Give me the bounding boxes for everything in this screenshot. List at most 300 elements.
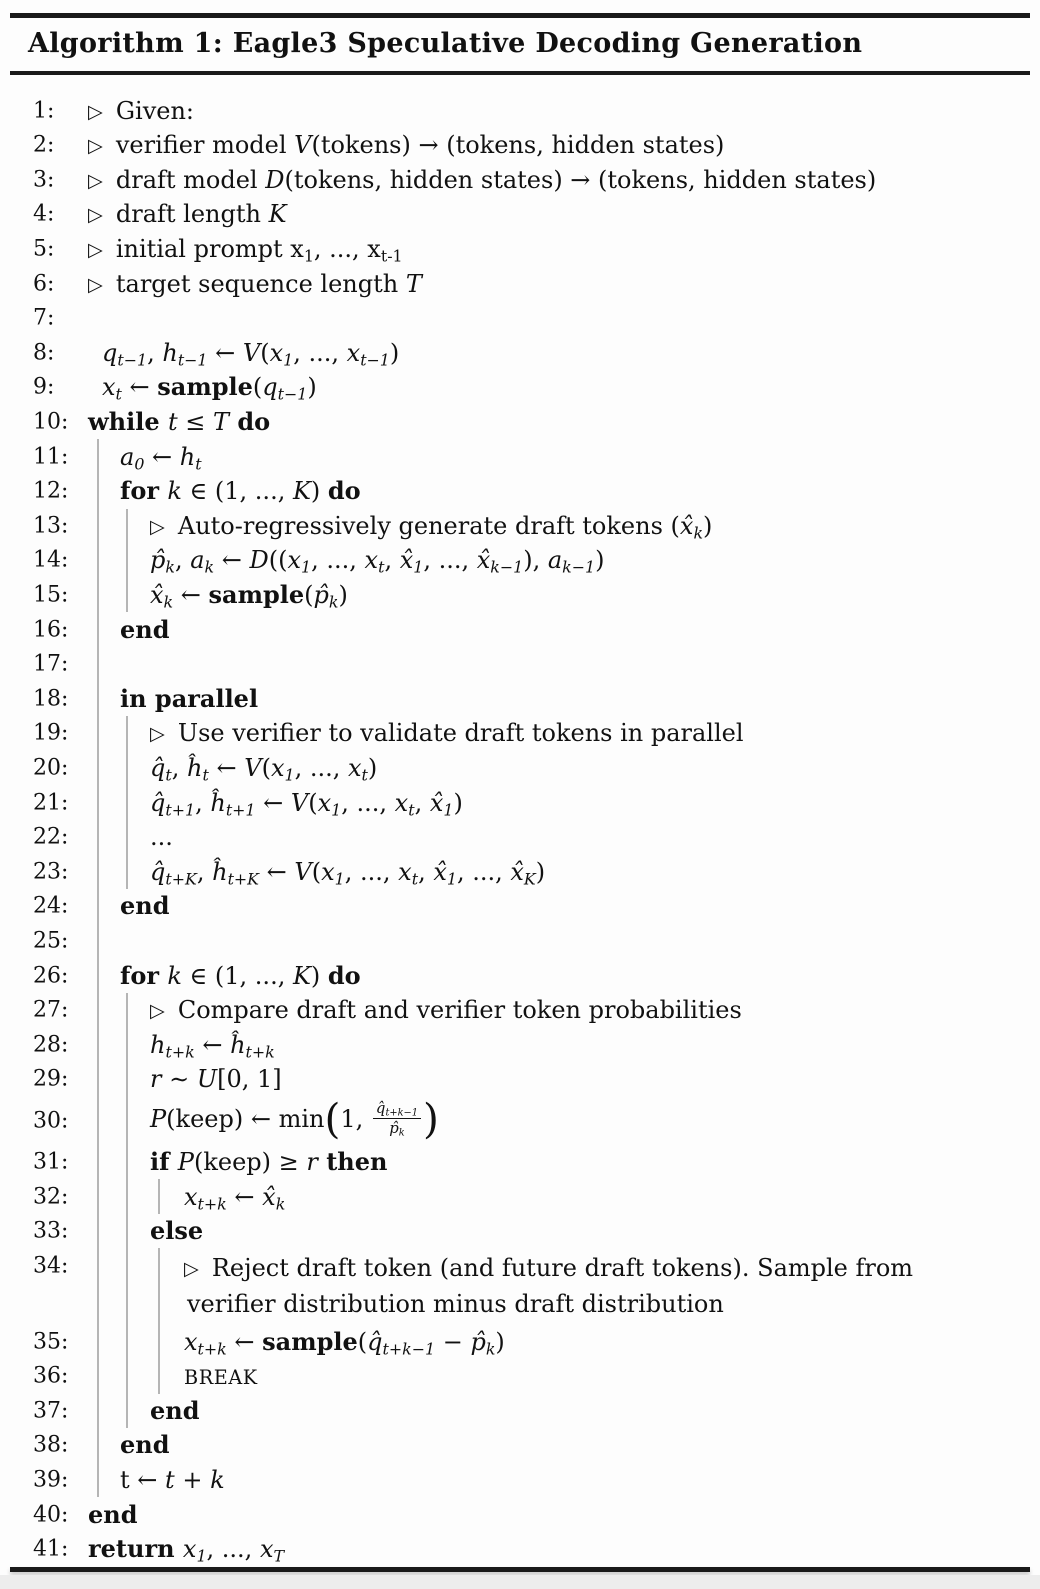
indent-guide xyxy=(97,1428,99,1463)
indent-guide xyxy=(97,1145,99,1180)
line-content xyxy=(88,1064,282,1094)
line-number: 24: xyxy=(33,893,69,919)
algorithm-body xyxy=(0,93,1040,1566)
keyword: do xyxy=(327,960,361,990)
comment-marker-icon: ▷ xyxy=(88,203,109,227)
line-number: 8: xyxy=(33,340,55,366)
text: , xyxy=(384,546,400,575)
text: ← xyxy=(194,1030,231,1059)
math-var: K xyxy=(292,961,311,990)
text: ← xyxy=(173,581,209,609)
subscript: t+K xyxy=(227,869,260,889)
line-number: 28: xyxy=(33,1032,69,1058)
indent-guide xyxy=(126,820,128,855)
line-content xyxy=(88,995,742,1025)
math-var: x̂ xyxy=(433,857,447,886)
line-number: 4: xyxy=(33,201,55,227)
statement xyxy=(184,1361,258,1391)
keyword: else xyxy=(150,1216,204,1246)
line-content xyxy=(88,961,361,991)
line-content xyxy=(88,753,377,783)
math-var: a xyxy=(190,546,205,575)
algo-line xyxy=(0,370,1040,405)
text: , ..., xyxy=(456,857,511,886)
indent-guide xyxy=(97,647,99,682)
text: ( xyxy=(311,857,322,886)
line-number: 10: xyxy=(33,409,69,435)
math-var: x xyxy=(287,546,302,575)
line-number: 29: xyxy=(33,1066,69,1092)
line-number: 37: xyxy=(33,1398,69,1424)
indent-guide xyxy=(126,1062,128,1097)
text: , ..., xyxy=(344,857,399,886)
indent-guide xyxy=(126,716,128,751)
line-number: 27: xyxy=(33,997,69,1023)
math-var: k xyxy=(167,477,182,506)
math-var: k xyxy=(167,961,182,990)
text: ← xyxy=(259,857,295,886)
line-number: 41: xyxy=(33,1536,69,1562)
algo-line xyxy=(0,1214,1040,1249)
line-number: 19: xyxy=(33,720,69,746)
math-var: p̂ xyxy=(313,581,329,609)
subscript: t−1 xyxy=(117,350,148,370)
text: ( xyxy=(304,581,314,609)
text: , xyxy=(414,788,430,817)
keyword: if xyxy=(150,1146,178,1176)
math-var: x xyxy=(259,1535,274,1564)
statement xyxy=(150,1064,282,1094)
math-var: D xyxy=(249,546,269,575)
indent-guide xyxy=(97,474,99,509)
statement xyxy=(150,788,463,818)
subscript: k xyxy=(163,592,174,612)
math-var: q̂ xyxy=(150,857,166,886)
text: t xyxy=(120,1466,130,1495)
text: ) xyxy=(535,857,546,886)
math-var: x xyxy=(269,338,284,367)
math-var: q̂ xyxy=(150,788,166,817)
algo-line xyxy=(0,1497,1040,1532)
text: ← xyxy=(214,546,250,575)
indent-guide xyxy=(97,509,99,544)
line-content xyxy=(88,1361,258,1391)
math-var: V xyxy=(290,788,309,817)
indent-guide xyxy=(97,785,99,820)
line-content xyxy=(88,338,399,368)
subscript: k xyxy=(398,1128,405,1140)
indent-guide xyxy=(126,1027,128,1062)
keyword: for xyxy=(120,476,168,506)
line-number: 5: xyxy=(33,236,55,262)
comment-marker-icon: ▷ xyxy=(88,168,109,192)
indent-guide xyxy=(126,1324,128,1359)
line-number: 36: xyxy=(33,1363,69,1389)
indent-guide xyxy=(97,578,99,613)
line-number: 35: xyxy=(33,1329,69,1355)
text: Auto-regressively generate draft tokens ( xyxy=(177,511,680,540)
indent-guide xyxy=(97,1062,99,1097)
statement xyxy=(88,234,403,264)
algo-line xyxy=(0,681,1040,716)
indent-guide xyxy=(97,1097,99,1145)
algo-line xyxy=(0,1359,1040,1394)
algo-line xyxy=(0,336,1040,371)
math-var: x xyxy=(346,338,361,367)
subscript: k xyxy=(328,592,339,612)
indent-guide xyxy=(158,1179,160,1214)
text: [0, 1] xyxy=(217,1065,282,1094)
algo-line xyxy=(0,439,1040,474)
line-number: 40: xyxy=(33,1502,69,1528)
text: (( xyxy=(268,546,288,575)
big-paren: ( xyxy=(324,1095,341,1144)
text: ( xyxy=(261,753,271,782)
keyword: end xyxy=(120,614,170,644)
indent-guide xyxy=(97,1248,99,1324)
algo-line xyxy=(0,163,1040,198)
line-content xyxy=(88,788,463,818)
line-number: 38: xyxy=(33,1432,69,1458)
line-content xyxy=(88,718,744,748)
keyword: in parallel xyxy=(120,683,259,713)
math-var: t xyxy=(167,408,178,437)
statement xyxy=(88,199,287,229)
indent-guide xyxy=(126,1097,128,1145)
math-var: h xyxy=(150,1030,166,1059)
indent-guide xyxy=(97,1027,99,1062)
text: ← xyxy=(208,753,245,782)
statement xyxy=(120,961,361,991)
subscript: 1 xyxy=(334,869,345,889)
subscript: T xyxy=(273,1546,285,1566)
indent-guide xyxy=(97,612,99,647)
line-number: 12: xyxy=(33,478,69,504)
math-var: x xyxy=(184,1182,198,1211)
keyword: end xyxy=(120,891,170,921)
line-number: 31: xyxy=(33,1149,69,1175)
keyword: while xyxy=(88,407,168,437)
subscript: t+k xyxy=(197,1339,227,1359)
subscript: 1 xyxy=(331,799,342,819)
algo-line xyxy=(0,854,1040,889)
line-content xyxy=(88,1396,200,1426)
subscript: t+k−1 xyxy=(382,1339,436,1359)
subscript: 1 xyxy=(303,246,314,266)
statement xyxy=(120,615,170,645)
math-var: T xyxy=(213,408,230,437)
subscript: t xyxy=(411,869,419,889)
math-var: q̂ xyxy=(375,1099,386,1118)
algo-line xyxy=(0,1463,1040,1498)
text: ∈ (1, ..., xyxy=(181,477,293,506)
text: (tokens, hidden states) → (tokens, hidden states) xyxy=(284,165,877,194)
algo-line xyxy=(0,716,1040,751)
algo-line xyxy=(0,889,1040,924)
math-var: V xyxy=(294,131,312,160)
smallcaps-keyword: BREAK xyxy=(184,1366,258,1390)
statement xyxy=(88,269,422,299)
math-var: t xyxy=(165,1466,175,1495)
subscript: k−1 xyxy=(490,557,524,577)
indent-guide xyxy=(126,1179,128,1214)
text: ( xyxy=(308,788,318,817)
algo-line xyxy=(0,993,1040,1028)
indent-guide xyxy=(126,543,128,578)
subscript: K xyxy=(523,869,536,889)
algo-line xyxy=(0,1428,1040,1463)
math-var: q xyxy=(102,338,118,367)
math-var: q̂ xyxy=(367,1327,383,1356)
indent-guide xyxy=(158,1324,160,1359)
line-content xyxy=(88,1216,203,1246)
line-number: 25: xyxy=(33,928,69,954)
text: ( xyxy=(357,1327,368,1356)
text: ← xyxy=(226,1182,263,1211)
math-var: ĥ xyxy=(212,857,228,886)
line-number: 7: xyxy=(33,305,55,331)
text: Reject draft token (and future draft tokens). Sample from xyxy=(211,1254,914,1283)
title-rule xyxy=(10,71,1030,75)
subscript: t xyxy=(361,765,368,785)
algo-line xyxy=(0,474,1040,509)
statement xyxy=(150,718,744,748)
line-content xyxy=(88,372,317,402)
line-content xyxy=(88,615,170,645)
math-var: q̂ xyxy=(150,753,166,782)
text: , xyxy=(418,857,434,886)
line-number: 11: xyxy=(33,444,69,470)
keyword: sample xyxy=(157,372,253,402)
keyword: end xyxy=(150,1395,200,1425)
line-content xyxy=(88,511,712,541)
comment-marker-icon: ▷ xyxy=(88,272,109,296)
subscript: t+1 xyxy=(225,799,256,819)
subscript: t−1 xyxy=(177,350,208,370)
subscript: t-1 xyxy=(380,246,403,266)
subscript: k xyxy=(693,523,704,543)
text: Compare draft and verifier token probabilities xyxy=(177,996,742,1025)
line-content xyxy=(88,1095,439,1144)
text: , ..., x xyxy=(313,235,381,264)
text: ) xyxy=(338,581,348,609)
math-var: p̂ xyxy=(150,546,166,575)
math-var: K xyxy=(268,200,287,229)
statement xyxy=(184,1253,913,1283)
indent-guide xyxy=(126,993,128,1028)
line-number: 1: xyxy=(33,98,55,124)
indent-guide xyxy=(126,1394,128,1429)
line-content xyxy=(88,1500,138,1530)
algo-line xyxy=(0,578,1040,613)
text: ), xyxy=(523,546,548,575)
indent-guide xyxy=(126,509,128,544)
math-var: x xyxy=(347,753,362,782)
text: ← xyxy=(255,788,291,817)
math-var: K xyxy=(292,477,311,506)
line-number: 32: xyxy=(33,1184,69,1209)
math-var: x xyxy=(317,788,332,817)
indent-guide xyxy=(97,993,99,1028)
math-var: P xyxy=(150,1105,167,1134)
subscript: k xyxy=(275,1193,286,1213)
algo-line xyxy=(0,1532,1040,1567)
subscript: t+k xyxy=(165,1042,195,1062)
text: − xyxy=(435,1327,471,1356)
statement xyxy=(150,753,377,783)
subscript: 1 xyxy=(284,765,295,785)
subscript: 1 xyxy=(283,350,294,370)
statement xyxy=(88,1500,138,1530)
comment-marker-icon: ▷ xyxy=(88,134,109,158)
page-footer-strip xyxy=(0,1575,1040,1589)
line-content xyxy=(88,407,270,437)
text: , ..., xyxy=(293,338,347,367)
line-content xyxy=(88,1030,275,1060)
math-var: a xyxy=(547,546,563,575)
line-content xyxy=(88,684,258,714)
statement xyxy=(88,407,270,437)
statement xyxy=(150,1147,387,1177)
indent-guide xyxy=(126,1248,128,1324)
algo-line xyxy=(0,1145,1040,1180)
line-content xyxy=(88,442,202,472)
math-var: p̂ xyxy=(389,1119,399,1138)
indent-guide xyxy=(97,924,99,959)
algo-line xyxy=(0,820,1040,855)
algo-line xyxy=(0,197,1040,232)
indent-guide xyxy=(97,889,99,924)
subscript: 1 xyxy=(446,869,457,889)
math-var: p̂ xyxy=(470,1327,486,1356)
math-var: x̂ xyxy=(679,511,694,540)
line-content xyxy=(88,1534,284,1564)
line-content xyxy=(88,1147,387,1177)
subscript: t xyxy=(378,557,385,577)
line-number: 26: xyxy=(33,963,69,989)
indent-guide xyxy=(97,439,99,474)
text: , ..., xyxy=(423,546,477,575)
text: , xyxy=(171,753,188,782)
text: ( xyxy=(260,338,270,367)
indent-guide xyxy=(158,1359,160,1394)
statement xyxy=(184,1327,505,1357)
algo-line xyxy=(0,785,1040,820)
indent-guide xyxy=(97,854,99,889)
subscript: 1 xyxy=(301,557,312,577)
indent-guide xyxy=(97,681,99,716)
text: ← xyxy=(226,1327,263,1356)
subscript: t xyxy=(195,454,202,474)
line-content xyxy=(88,1248,913,1324)
indent-guide xyxy=(97,820,99,855)
comment-marker-icon: ▷ xyxy=(150,514,171,538)
algo-line xyxy=(0,1179,1040,1214)
math-var: q xyxy=(262,373,278,402)
subscript: t xyxy=(202,765,209,785)
math-var: x̂ xyxy=(262,1182,276,1211)
subscript: t+k xyxy=(245,1042,275,1062)
line-number: 17: xyxy=(33,651,69,677)
algo-line xyxy=(0,1062,1040,1097)
text: ... xyxy=(150,823,173,852)
math-var: r xyxy=(150,1065,162,1094)
statement xyxy=(150,511,712,541)
algo-line xyxy=(0,958,1040,993)
algo-line xyxy=(0,93,1040,128)
line-number: 21: xyxy=(33,790,69,816)
line-number: 6: xyxy=(33,271,55,297)
indent-guide xyxy=(97,958,99,993)
text: draft model xyxy=(115,165,266,194)
statement xyxy=(150,1216,203,1246)
comment-marker-icon: ▷ xyxy=(184,1257,205,1281)
paper-page xyxy=(0,13,1040,1589)
subscript: t+1 xyxy=(165,799,196,819)
algo-line xyxy=(0,1394,1040,1429)
fraction-denominator xyxy=(389,1119,405,1140)
text: ( xyxy=(252,373,263,402)
text: ) xyxy=(310,477,328,506)
algo-line xyxy=(0,751,1040,786)
subscript: t−1 xyxy=(277,384,308,404)
line-content xyxy=(88,891,170,921)
line-number: 34: xyxy=(33,1253,69,1279)
comment-marker-icon: ▷ xyxy=(150,999,171,1023)
algo-line xyxy=(0,1324,1040,1359)
math-var: x̂ xyxy=(429,788,444,817)
algo-line xyxy=(0,266,1040,301)
statement xyxy=(102,372,317,402)
math-var: x̂ xyxy=(510,857,524,886)
subscript: k xyxy=(204,557,215,577)
statement xyxy=(88,130,724,160)
comment-marker-icon: ▷ xyxy=(88,99,109,123)
indent-guide xyxy=(97,1179,99,1214)
math-var: ĥ xyxy=(187,753,203,782)
line-content xyxy=(88,1430,170,1460)
math-var: a xyxy=(120,442,135,471)
indent-guide xyxy=(97,1359,99,1394)
line-number: 15: xyxy=(33,582,69,608)
line-content xyxy=(88,199,287,229)
line-content xyxy=(88,822,173,852)
text: (keep) ≥ xyxy=(193,1147,307,1176)
line-content xyxy=(88,165,876,195)
indent-guide xyxy=(126,854,128,889)
statement xyxy=(102,338,399,368)
math-var: x̂ xyxy=(150,581,164,609)
keyword: do xyxy=(327,476,361,506)
subscript: t−1 xyxy=(360,350,390,370)
text: , xyxy=(174,546,191,575)
indent-guide xyxy=(97,751,99,786)
keyword: sample xyxy=(208,580,305,609)
algo-line xyxy=(0,924,1040,959)
text: , ..., xyxy=(206,1535,260,1564)
subscript: 1 xyxy=(196,1546,207,1566)
text: ∼ xyxy=(161,1065,197,1094)
subscript: t+k−1 xyxy=(385,1107,419,1119)
indent-guide xyxy=(126,1214,128,1249)
statement xyxy=(88,96,194,126)
line-content xyxy=(88,476,361,506)
math-var: ĥ xyxy=(230,1030,246,1059)
comment-marker-icon: ▷ xyxy=(150,722,171,746)
text: verifier distribution minus draft distribution xyxy=(187,1290,724,1319)
subscript: t xyxy=(165,765,172,785)
statement-continuation xyxy=(187,1289,913,1319)
